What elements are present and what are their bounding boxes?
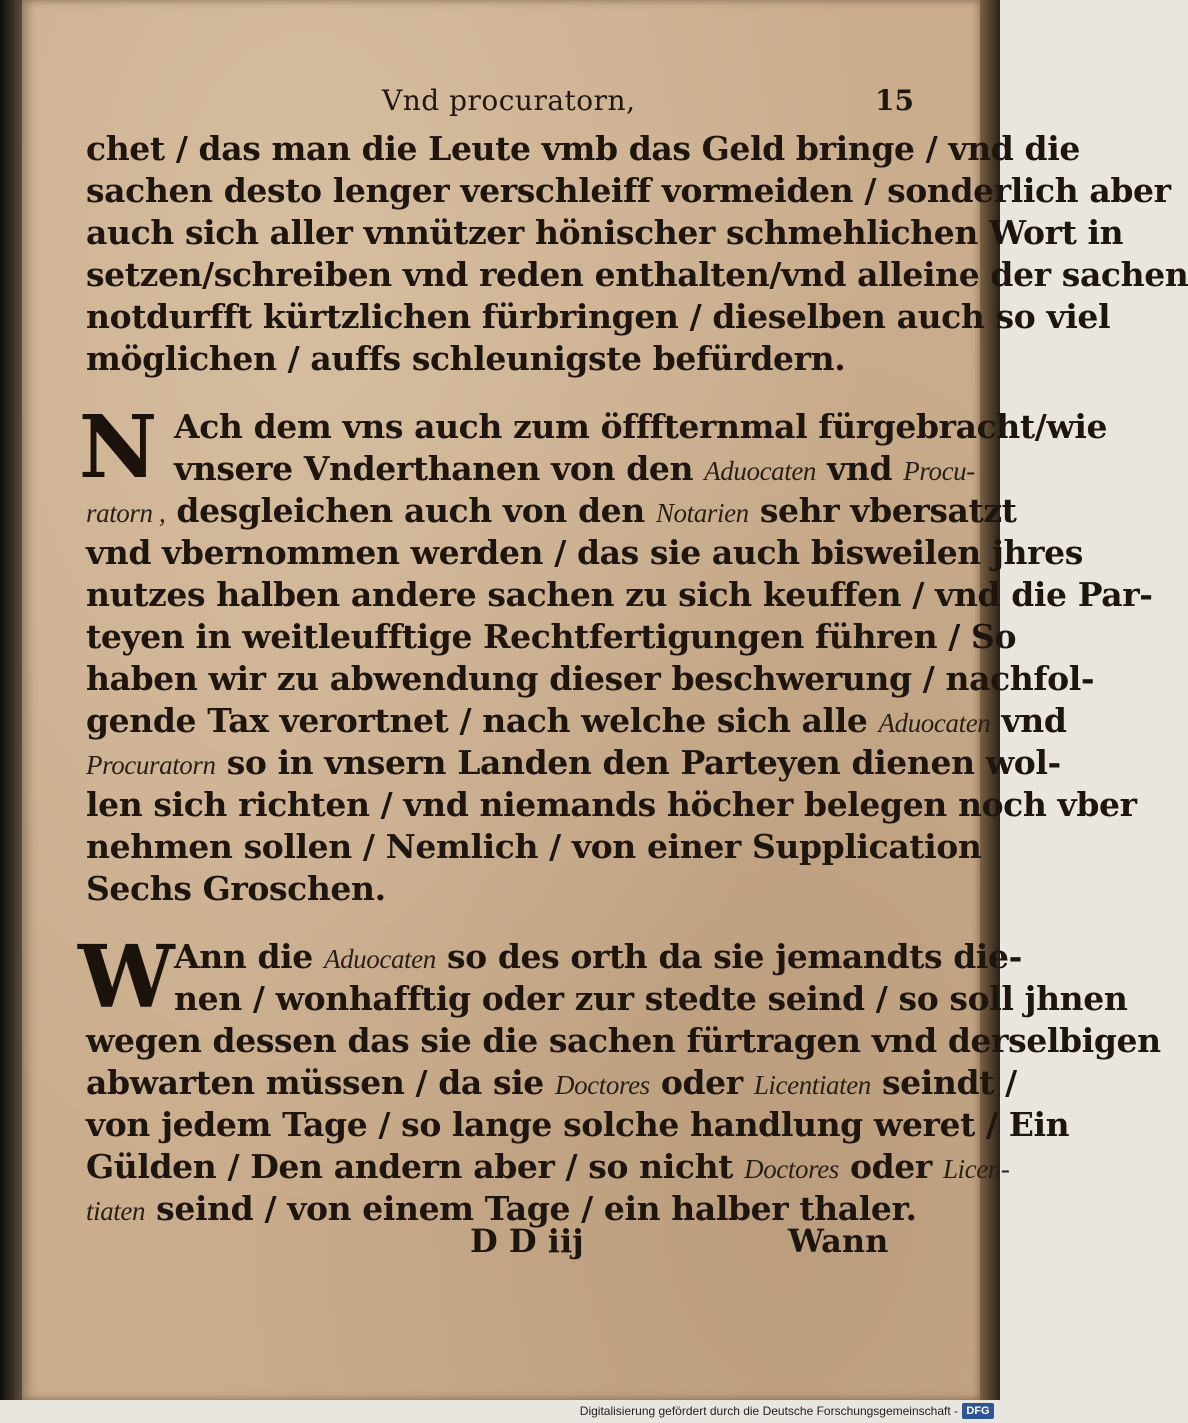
text-segment: Sechs Groschen. (86, 869, 386, 908)
text-line (86, 658, 1095, 700)
text-segment: so in vnsern Landen den Parteyen dienen wol- (215, 743, 1061, 782)
text-segment: Gülden / Den andern aber / so nicht (86, 1147, 745, 1186)
text-segment: nen / wonhafftig oder zur stedte seind / so soll jhnen (174, 979, 1128, 1018)
text-line (86, 826, 982, 868)
latin-term: ratorn , (86, 498, 166, 528)
text-line (86, 868, 924, 910)
text-segment: sehr vbersatzt (748, 491, 1017, 530)
text-line (86, 616, 1017, 658)
text-segment: möglichen / auffs schleunigste befürdern. (86, 339, 846, 378)
catchword: Wann (788, 1222, 889, 1260)
text-segment: sachen desto lenger verschleiff vormeiden / sonderlich aber (86, 171, 1171, 210)
page-edge (980, 0, 1000, 1400)
text-line (86, 254, 1188, 296)
latin-term: Notarien (655, 498, 749, 528)
text-line (86, 212, 1124, 254)
text-segment: wegen dessen das sie die sachen fürtragen vnd derselbigen (86, 1021, 1161, 1060)
text-segment: seind / von einem Tage / ein halber thaler. (145, 1189, 917, 1228)
latin-term: Aduocaten (878, 708, 991, 738)
text-segment: seindt / (870, 1063, 1017, 1102)
body-text (78, 128, 1188, 1230)
paragraph (78, 927, 1161, 1230)
credit-text: Digitalisierung gefördert durch die Deutsche Forschungsgemeinschaft - (579, 1404, 958, 1418)
text-line (86, 1020, 1161, 1062)
text-segment: auch sich aller vnnützer hönischer schmehlichen Wort in (86, 213, 1124, 252)
paragraph (86, 128, 1188, 380)
latin-term: Doctores (554, 1070, 650, 1100)
text-segment: oder (838, 1147, 943, 1186)
text-segment: len sich richten / vnd niemands höcher belegen noch vber (86, 785, 1137, 824)
text-line (86, 296, 1111, 338)
text-segment: teyen in weitleufftige Rechtfertigungen führen / So (86, 617, 1017, 656)
drop-initial: W (78, 927, 175, 1028)
running-head: Vnd procuratorn, (382, 84, 636, 117)
text-line (86, 338, 924, 380)
text-segment: desgleichen auch von den (165, 491, 656, 530)
text-line (86, 1104, 1070, 1146)
text-line (86, 170, 1171, 212)
text-line (86, 574, 1153, 616)
text-line (86, 936, 1022, 978)
text-line (86, 742, 1061, 784)
text-segment: Ann die (174, 937, 324, 976)
page-footer (470, 1222, 940, 1268)
latin-term: Aduocaten (704, 456, 817, 486)
book-spine (0, 0, 22, 1400)
latin-term: tiaten (86, 1196, 146, 1226)
credit-bar (0, 1400, 1000, 1423)
latin-term: Aduocaten (323, 944, 436, 974)
paragraph (78, 397, 1153, 910)
text-line (86, 1146, 1010, 1188)
dfg-logo: DFG (962, 1403, 994, 1419)
latin-term: Licen- (942, 1154, 1010, 1184)
signature-mark: D D iij (470, 1222, 584, 1260)
drop-initial: N (78, 397, 158, 498)
latin-term: Procuratorn (86, 750, 216, 780)
text-line (86, 448, 975, 490)
text-line (86, 128, 1080, 170)
text-segment: Ach dem vns auch zum öfffternmal fürgebracht/wie (174, 407, 1108, 446)
text-line (86, 406, 1108, 448)
text-segment: vnsere Vnderthanen von den (174, 449, 705, 488)
text-segment: vnd vbernommen werden / das sie auch bisweilen jhres (86, 533, 1083, 572)
paragraph-gap (86, 380, 924, 406)
text-line (86, 700, 1067, 742)
text-segment: nutzes halben andere sachen zu sich keuffen / vnd die Par- (86, 575, 1153, 614)
paragraph-gap (86, 910, 924, 936)
text-segment: so des orth da sie jemandts die- (435, 937, 1022, 976)
text-line (86, 1062, 1017, 1104)
text-segment: nehmen sollen / Nemlich / von einer Supplication (86, 827, 982, 866)
text-segment: vnd (816, 449, 904, 488)
text-segment: haben wir zu abwendung dieser beschwerung / nachfol- (86, 659, 1095, 698)
text-line (86, 784, 1137, 826)
page-header (358, 84, 918, 124)
text-line (86, 978, 1128, 1020)
text-line (86, 532, 1083, 574)
text-line (86, 490, 1017, 532)
text-segment: chet / das man die Leute vmb das Geld bringe / vnd die (86, 129, 1080, 168)
text-segment: gende Tax verortnet / nach welche sich alle (86, 701, 879, 740)
page-number: 15 (875, 84, 914, 117)
text-segment: oder (649, 1063, 754, 1102)
text-segment: abwarten müssen / da sie (86, 1063, 555, 1102)
latin-term: Procu- (903, 456, 975, 486)
latin-term: Licentiaten (753, 1070, 871, 1100)
text-segment: setzen/schreiben vnd reden enthalten/vnd alleine der sachen (86, 255, 1188, 294)
text-segment: von jedem Tage / so lange solche handlung weret / Ein (86, 1105, 1070, 1144)
text-segment: notdurfft kürtzlichen fürbringen / dieselben auch so viel (86, 297, 1111, 336)
text-segment: vnd (990, 701, 1067, 740)
latin-term: Doctores (744, 1154, 839, 1184)
